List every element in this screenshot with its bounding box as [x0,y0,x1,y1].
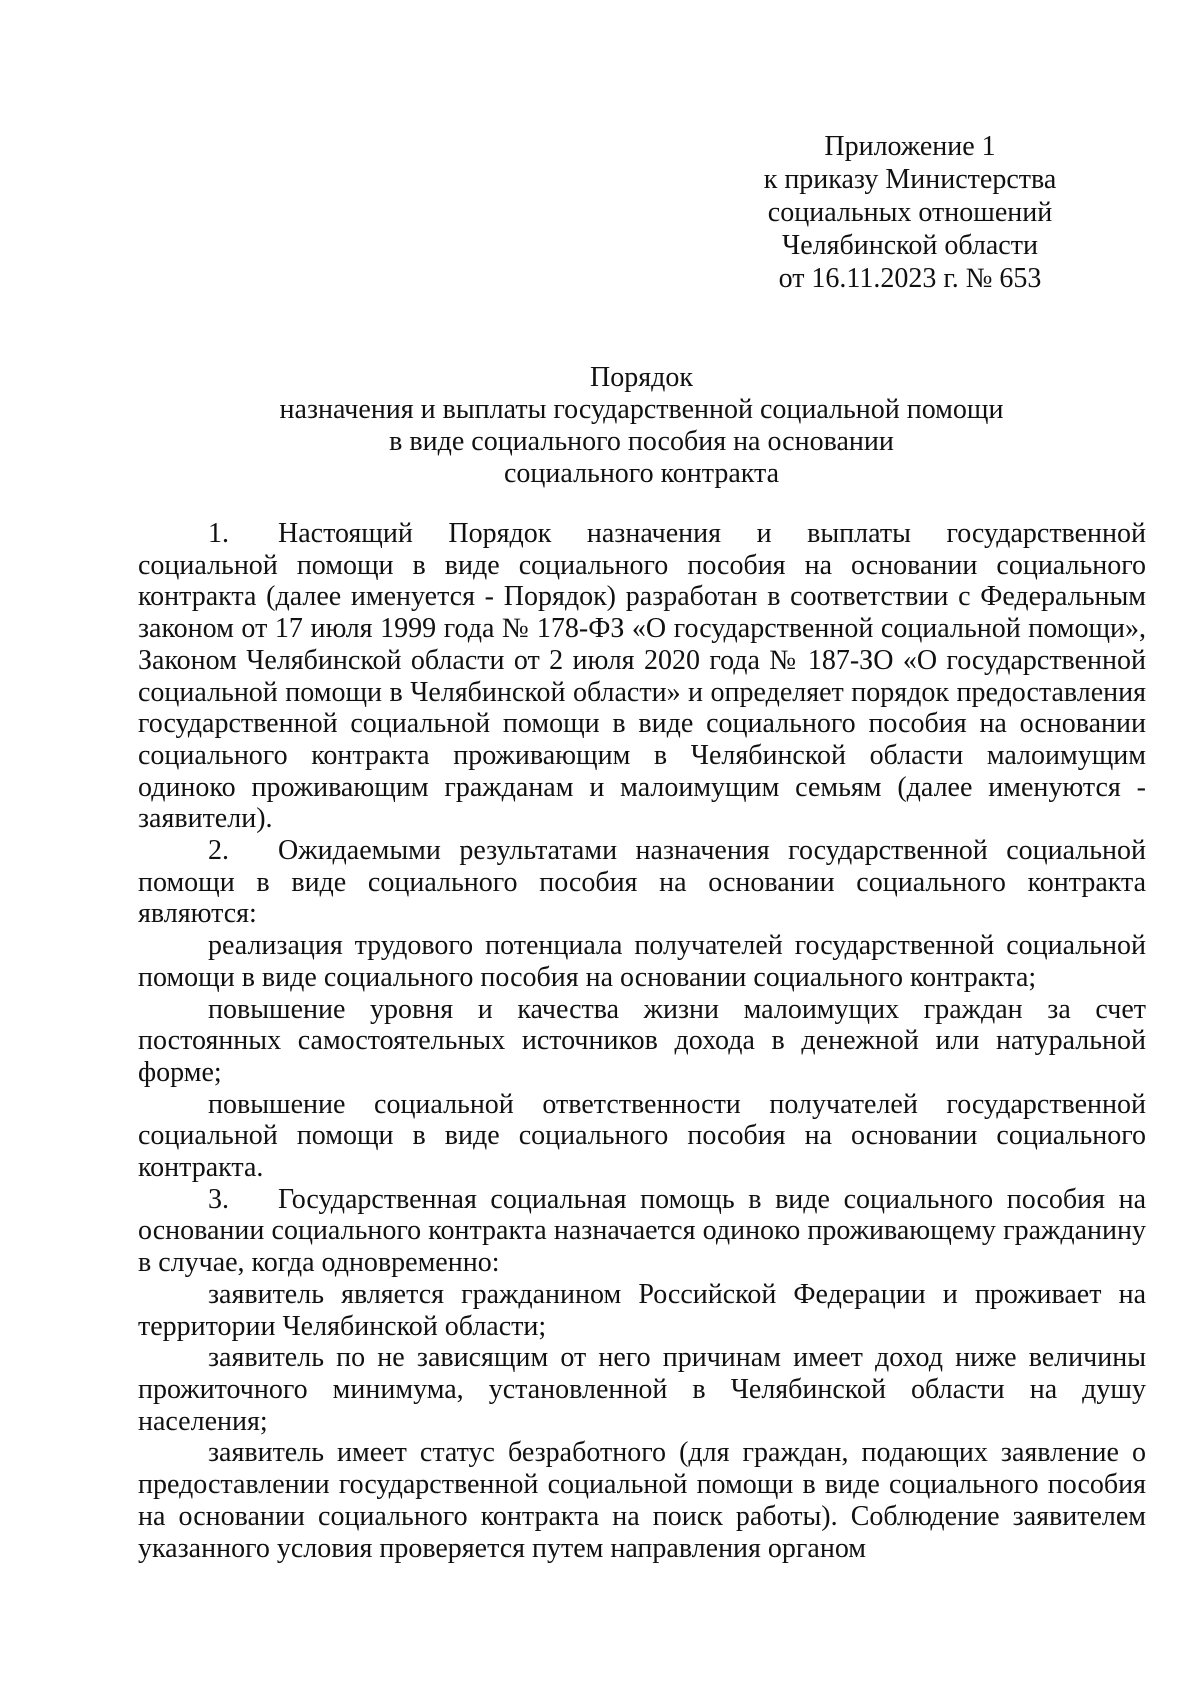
paragraph-text: Настоящий Порядок назначения и выплаты государственной социальной помощи в виде социального пособия на основании социального контракта (далее именуется - Порядок) разработан в соответствии с Федеральным законом от 17 июля 1999 года № 178-ФЗ «О государственной социальной помощи», Законом Челябинской области от 2 июля 2020 года № 187-ЗО «О государственной социальной помощи в Челябинской области» и определяет порядок предоставления государственной социальной помощи в виде социального пособия на основании социального контракта проживающим в Челябинской области малоимущим одиноко проживающим гражданам и малоимущим семьям (далее именуются - заявители). [138,518,1146,835]
document-body [138,518,1146,1564]
paragraph-text: Государственная социальная помощь в виде социального пособия на основании социального контракта назначается одиноко проживающему гражданину в случае, когда одновременно: [138,1183,1146,1279]
paragraph-2 [138,835,1146,930]
paragraph-2-item [138,930,1146,993]
paragraph-text: повышение уровня и качества жизни малоимущих граждан за счет постоянных самостоятельных источников дохода в денежной или натуральной форме; [138,993,1146,1088]
paragraph-text: заявитель имеет статус безработного (для граждан, подающих заявление о предоставлении государственной социальной помощи в виде социального пособия на основании социального контракта на поиск работы). Соблюдение заявителем указанного условия проверяется путем направления органом [138,1437,1146,1564]
paragraph-2-item [138,994,1146,1089]
paragraph-3-item [138,1342,1146,1437]
paragraph-text: реализация трудового потенциала получателей государственной социальной помощи в виде социального пособия на основании социального контракта; [138,930,1146,993]
paragraph-text: заявитель по не зависящим от него причинам имеет доход ниже величины прожиточного минимума, установленной в Челябинской области на душу населения; [138,1342,1146,1437]
paragraph-number: 2. [208,835,229,867]
title-line: назначения и выплаты государственной социальной помощи [279,394,1004,425]
title-line: Порядок [590,362,693,393]
paragraph-text: Ожидаемыми результатами назначения государственной социальной помощи в виде социального пособия на основании социального контракта являются: [138,835,1146,930]
appendix-header [760,130,1060,295]
appendix-line: к приказу Министерства [763,164,1057,195]
paragraph-3 [138,1184,1146,1279]
paragraph-number: 1. [208,518,229,549]
paragraph-3-item [138,1279,1146,1342]
appendix-line: Челябинской области [782,230,1038,261]
appendix-line: социальных отношений [767,197,1053,228]
paragraph-text: повышение социальной ответственности получателей государственной социальной помощи в виде социального пособия на основании социального контракта. [138,1088,1146,1184]
paragraph-text: заявитель является гражданином Российской Федерации и проживает на территории Челябинской области; [138,1278,1146,1342]
appendix-line: от 16.11.2023 г. № 653 [778,263,1042,294]
appendix-line: Приложение 1 [824,131,996,162]
title-line: социального контракта [504,458,779,489]
paragraph-2-item [138,1089,1146,1184]
document-title [130,362,1153,490]
title-line: в виде социального пособия на основании [389,426,894,457]
paragraph-3-item [138,1437,1146,1564]
paragraph-1 [138,518,1146,835]
paragraph-number: 3. [208,1183,229,1215]
